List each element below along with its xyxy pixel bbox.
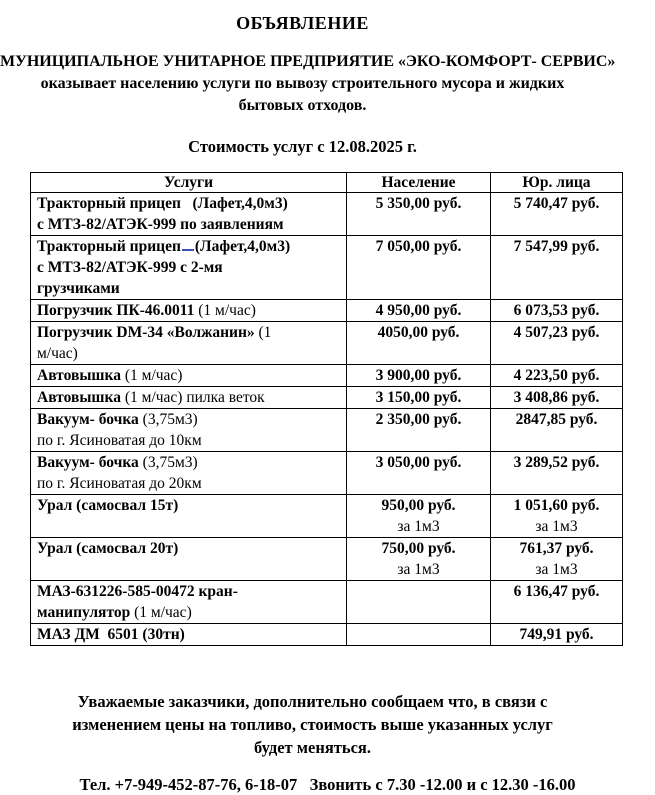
table-row [31, 387, 623, 409]
population-price-cell [347, 495, 491, 538]
page-title: ОБЪЯВЛЕНИЕ [236, 13, 369, 33]
table-row [31, 538, 623, 581]
company-paragraph [0, 51, 616, 117]
population-price-cell [347, 409, 491, 452]
service-cell [31, 387, 347, 409]
table-row [31, 581, 623, 624]
price-value: 6 073,53 руб. [513, 302, 600, 319]
document-header [0, 13, 616, 157]
price-table [30, 172, 623, 646]
service-text: Вакуум- бочка [37, 454, 139, 471]
legal-price-cell [491, 624, 623, 646]
price-value: 2847,85 руб. [515, 411, 598, 428]
table-row [31, 322, 623, 365]
price-value: 3 289,52 руб. [513, 454, 600, 471]
population-price-cell [347, 538, 491, 581]
service-cell [31, 409, 347, 452]
table-header-row [31, 173, 623, 193]
population-price-cell [347, 452, 491, 495]
legal-price-cell [491, 581, 623, 624]
service-cell [31, 624, 347, 646]
service-text: (1 [254, 324, 272, 341]
legal-price-cell [491, 365, 623, 387]
price-unit: за 1м3 [397, 518, 440, 535]
service-cell [31, 581, 347, 624]
price-value: 5 740,47 руб. [513, 195, 600, 212]
table-row [31, 300, 623, 322]
table-row [31, 409, 623, 452]
price-value: 761,37 руб. [519, 540, 594, 557]
service-text: м/час) [37, 345, 78, 362]
population-price-cell [347, 365, 491, 387]
price-unit: за 1м3 [397, 561, 440, 578]
service-text: Погрузчик DM-34 «Волжанин» [37, 324, 255, 341]
service-cell [31, 538, 347, 581]
text-line: оказывает населению услуги по вывозу строительного мусора и жидких [40, 75, 565, 92]
service-text: (1 м/час) [194, 302, 256, 319]
contact-phone-line: Тел. +7-949-452-87-76, 6-18-07 Звонить с 7.30 -12.00 и с 12.30 -16.00 [79, 775, 576, 794]
service-text: Тракторный прицеп [37, 238, 181, 255]
population-price-cell [347, 300, 491, 322]
text-line: изменением цены на топливо, стоимость выше указанных услуг [72, 715, 553, 734]
service-text: по г. Ясиноватая до 10км [37, 432, 202, 449]
price-value: 2 350,00 руб. [375, 411, 462, 428]
service-text: Автовышка [37, 367, 121, 384]
table-row [31, 495, 623, 538]
fuel-price-notice [0, 690, 625, 759]
service-text: Тракторный прицеп (Лафет,4,0м3) [37, 195, 288, 212]
service-text: Урал (самосвал 15т) [37, 497, 179, 514]
service-text: по г. Ясиноватая до 20км [37, 475, 202, 492]
service-text: МАЗ ДМ 6501 (30тн) [37, 626, 185, 643]
legal-price-cell [491, 409, 623, 452]
service-text: (Лафет,4,0м3) [194, 238, 291, 255]
service-text: МАЗ-631226-585-00472 кран- [37, 583, 238, 600]
service-text: Вакуум- бочка [37, 411, 139, 428]
price-value: 1 051,60 руб. [513, 497, 600, 514]
service-cell [31, 452, 347, 495]
population-price-cell [347, 624, 491, 646]
price-value: 3 150,00 руб. [375, 389, 462, 406]
text-line: МУНИЦИПАЛЬНОЕ УНИТАРНОЕ ПРЕДПРИЯТИЕ «ЭКО-КОМФОРТ- СЕРВИС» [0, 53, 616, 70]
legal-price-cell [491, 322, 623, 365]
service-text: грузчиками [37, 280, 120, 297]
legal-price-cell [491, 387, 623, 409]
price-value: 4 507,23 руб. [513, 324, 600, 341]
price-value: 5 350,00 руб. [375, 195, 462, 212]
service-cell [31, 300, 347, 322]
price-value: 6 136,47 руб. [513, 583, 600, 600]
legal-price-cell [491, 452, 623, 495]
service-text: (1 м/час) [130, 604, 192, 621]
table-row [31, 193, 623, 236]
service-text: с МТЗ-82/АТЭК-999 по заявлениям [37, 216, 284, 233]
service-text: (1 м/час) пилка веток [120, 389, 265, 406]
price-value: 4050,00 руб. [377, 324, 460, 341]
text-line: будет меняться. [254, 738, 371, 757]
legal-price-cell [491, 236, 623, 300]
service-cell [31, 236, 347, 300]
column-header-legal-entities: Юр. лица [491, 173, 623, 193]
service-cell [31, 365, 347, 387]
table-row [31, 236, 623, 300]
service-cell [31, 495, 347, 538]
population-price-cell [347, 236, 491, 300]
service-text: манипулятор [37, 604, 131, 621]
price-unit: за 1м3 [535, 518, 578, 535]
table-row [31, 365, 623, 387]
price-value: 7 547,99 руб. [513, 238, 600, 255]
price-value: 3 900,00 руб. [375, 367, 462, 384]
service-text: Урал (самосвал 20т) [37, 540, 179, 557]
legal-price-cell [491, 193, 623, 236]
price-effective-date: Стоимость услуг с 12.08.2025 г. [188, 137, 417, 156]
column-header-population: Население [347, 173, 491, 193]
price-value: 7 050,00 руб. [375, 238, 462, 255]
service-text: (3,75м3) [138, 411, 198, 428]
service-text: (3,75м3) [138, 454, 198, 471]
service-text: (1 м/час) [120, 367, 183, 384]
price-unit: за 1м3 [535, 561, 578, 578]
price-value: 3 408,86 руб. [513, 389, 600, 406]
service-cell [31, 193, 347, 236]
blue-underline-mark [182, 249, 194, 251]
service-cell [31, 322, 347, 365]
table-row [31, 452, 623, 495]
service-text: Автовышка [37, 389, 121, 406]
legal-price-cell [491, 300, 623, 322]
price-value: 750,00 руб. [381, 540, 456, 557]
price-value: 4 223,50 руб. [513, 367, 600, 384]
table-row [31, 624, 623, 646]
population-price-cell [347, 322, 491, 365]
population-price-cell [347, 193, 491, 236]
text-line: Уважаемые заказчики, дополнительно сообщаем что, в связи с [77, 692, 548, 711]
service-text: с МТЗ-82/АТЭК-999 с 2-мя [37, 259, 223, 276]
price-value: 3 050,00 руб. [375, 454, 462, 471]
price-value: 4 950,00 руб. [375, 302, 462, 319]
legal-price-cell [491, 538, 623, 581]
column-header-services: Услуги [31, 173, 347, 193]
service-text: Погрузчик ПК-46.0011 [37, 302, 195, 319]
population-price-cell [347, 387, 491, 409]
price-value: 749,91 руб. [519, 626, 594, 643]
population-price-cell [347, 581, 491, 624]
legal-price-cell [491, 495, 623, 538]
text-line: бытовых отходов. [238, 97, 367, 114]
price-value: 950,00 руб. [381, 497, 456, 514]
